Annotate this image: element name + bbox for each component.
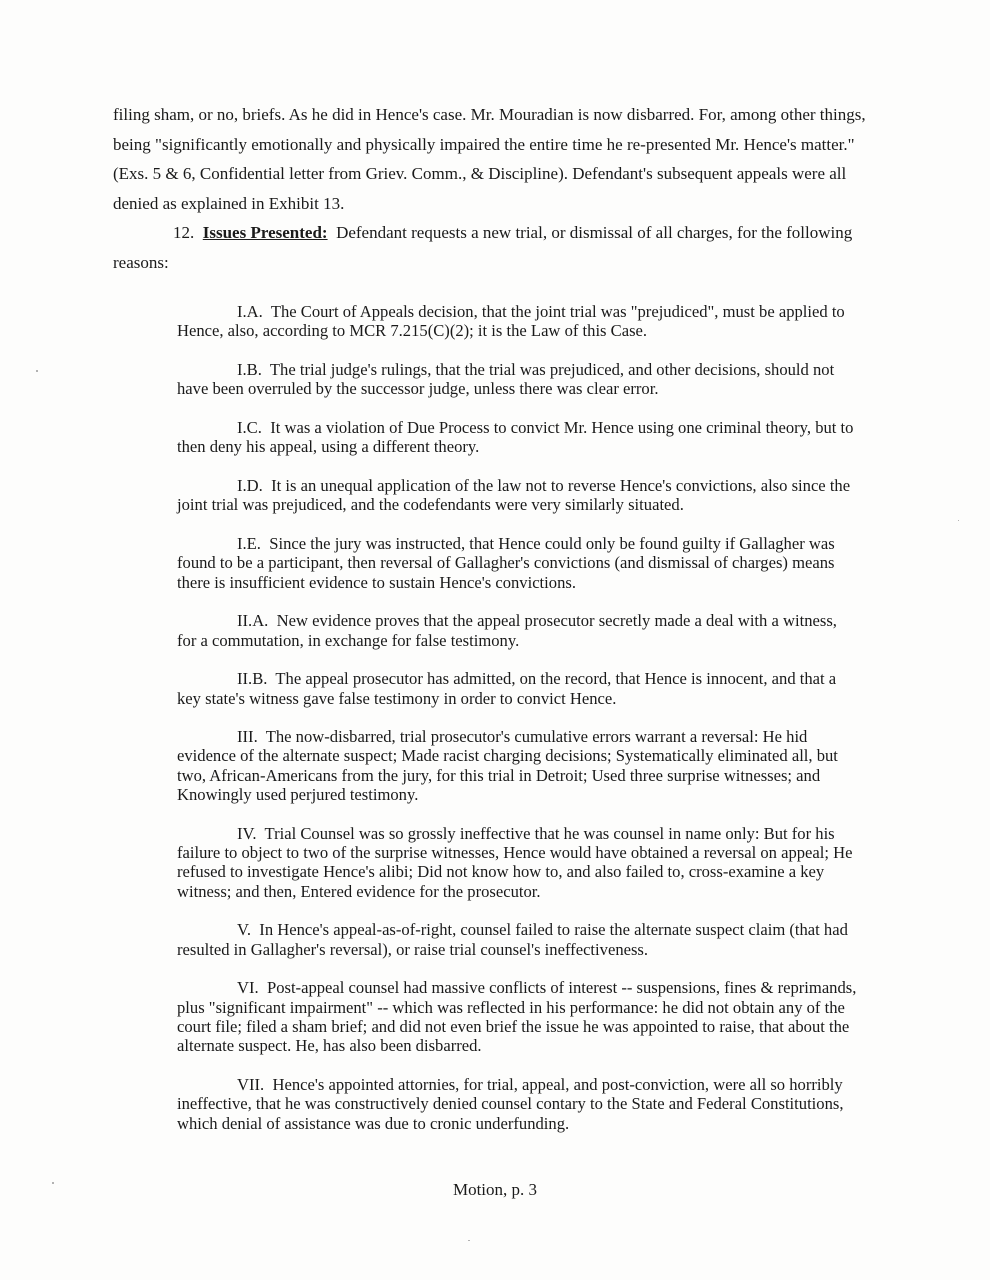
- issue-id: I.D.: [237, 475, 263, 495]
- item-number: 12.: [173, 223, 195, 242]
- issue-item: [177, 476, 859, 515]
- issue-text: It is an unequal application of the law not to reverse Hence's convictions, also since the joint trial was prejudiced, and the codefendants were very similarly situated.: [177, 475, 851, 515]
- intro-section: [113, 100, 873, 277]
- issue-text: Post-appeal counsel had massive conflicts of interest -- suspensions, fines & reprimands, plus "significant impairment" -- which was reflected in his performance: he did not obtain any of the court file; filed a sham brief; and did not even brief the issue he was appointed to raise, that about the alternate suspect. He, has also been disbarred.: [177, 978, 857, 1056]
- issue-text: Since the jury was instructed, that Hence could only be found guilty if Gallagher was found to be a participant, then reversal of Gallagher's convictions (and dismissal of charges) means there is insufficient evidence to sustain Hence's convictions.: [177, 533, 835, 592]
- page-footer: Motion, p. 3: [452, 1180, 538, 1199]
- issue-id: I.A.: [237, 302, 263, 321]
- issue-item: [177, 360, 859, 399]
- issue-text: New evidence proves that the appeal prosecutor secretly made a deal with a witness, for a commutation, in exchange for false testimony.: [177, 611, 837, 650]
- issue-item: [177, 611, 859, 650]
- issue-text: In Hence's appeal-as-of-right, counsel failed to raise the alternate suspect claim (that had resulted in Gallagher's reversal), or raise trial counsel's ineffectiveness.: [177, 920, 848, 959]
- issue-id: II.A.: [237, 611, 269, 631]
- issue-id: I.C.: [237, 417, 262, 437]
- issues-lead-text: Defendant requests a new trial, or dismissal of all charges, for the following reasons:: [113, 223, 853, 272]
- scan-speck: [958, 520, 959, 521]
- intro-paragraph: filing sham, or no, briefs. As he did in Hence's case. Mr. Mouradian is now disbarred. For, among other things, being "significantly emotionally and physically impaired the entire time he re-presented Mr. Hence's matter." (Exs. 5 & 6, Confidential letter from Griev. Comm., & Discipline). Defendant's subsequent appeals were all denied as explained in Exhibit 13.: [113, 105, 866, 213]
- issue-text: The appeal prosecutor has admitted, on the record, that Hence is innocent, and that a key state's witness gave false testimony in order to convict Hence.: [177, 669, 837, 708]
- issue-id: II.B.: [237, 669, 268, 689]
- issues-heading: Issues Presented:: [202, 223, 328, 242]
- issue-id: VII.: [237, 1074, 265, 1094]
- issue-id: V.: [237, 920, 251, 940]
- issue-id: III.: [237, 727, 258, 747]
- scan-speck: [36, 370, 38, 372]
- issue-text: The Court of Appeals decision, that the joint trial was "prejudiced", must be applied to Hence, also, according to MCR 7.215(C)(2); it is the Law of this Case.: [177, 302, 845, 341]
- scan-speck: [52, 1182, 54, 1184]
- issue-item: [177, 824, 859, 901]
- issue-item: [177, 1075, 859, 1133]
- issue-item: [177, 534, 859, 592]
- issue-item: [177, 418, 859, 457]
- issue-item: [177, 727, 859, 804]
- issue-text: Trial Counsel was so grossly ineffective that he was counsel in name only: But for his failure to object to two of the surprise witnesses, Hence would have obtained a reversal on appeal; He refused to investigate Hence's alibi; Did not know how to, and also failed to, cross-examine a key witness; and then, Entered evidence for the prosecutor.: [177, 823, 853, 901]
- issue-id: I.B.: [237, 359, 262, 379]
- issue-id: I.E.: [237, 533, 261, 553]
- issue-text: It was a violation of Due Process to convict Mr. Hence using one criminal theory, but to then deny his appeal, using a different theory.: [177, 417, 854, 457]
- issues-list: [177, 302, 859, 1152]
- issue-id: IV.: [237, 823, 257, 843]
- issue-id: VI.: [237, 978, 259, 998]
- issue-item: [177, 302, 859, 341]
- issue-text: Hence's appointed attornies, for trial, appeal, and post-conviction, were all so horribly ineffective, that he was constructively denied counsel contary to the State and Federal Constitutions, which denial of assistance was due to cronic underfunding.: [177, 1074, 844, 1133]
- issue-text: The trial judge's rulings, that the trial was prejudiced, and other decisions, should not have been overruled by the successor judge, unless there was clear error.: [177, 359, 835, 399]
- issue-item: [177, 978, 859, 1055]
- scan-speck: [468, 1240, 470, 1241]
- issue-text: The now-disbarred, trial prosecutor's cumulative errors warrant a reversal: He hid evidence of the alternate suspect; Made racist charging decisions; Systematically eliminated all, but two, African-Americans from the jury, for this trial in Detroit; Used three surprise witnesses; and Knowingly used perjured testimony.: [177, 727, 838, 805]
- issue-item: [177, 669, 859, 708]
- issues-lead-paragraph: [113, 218, 873, 277]
- issue-item: [177, 920, 859, 959]
